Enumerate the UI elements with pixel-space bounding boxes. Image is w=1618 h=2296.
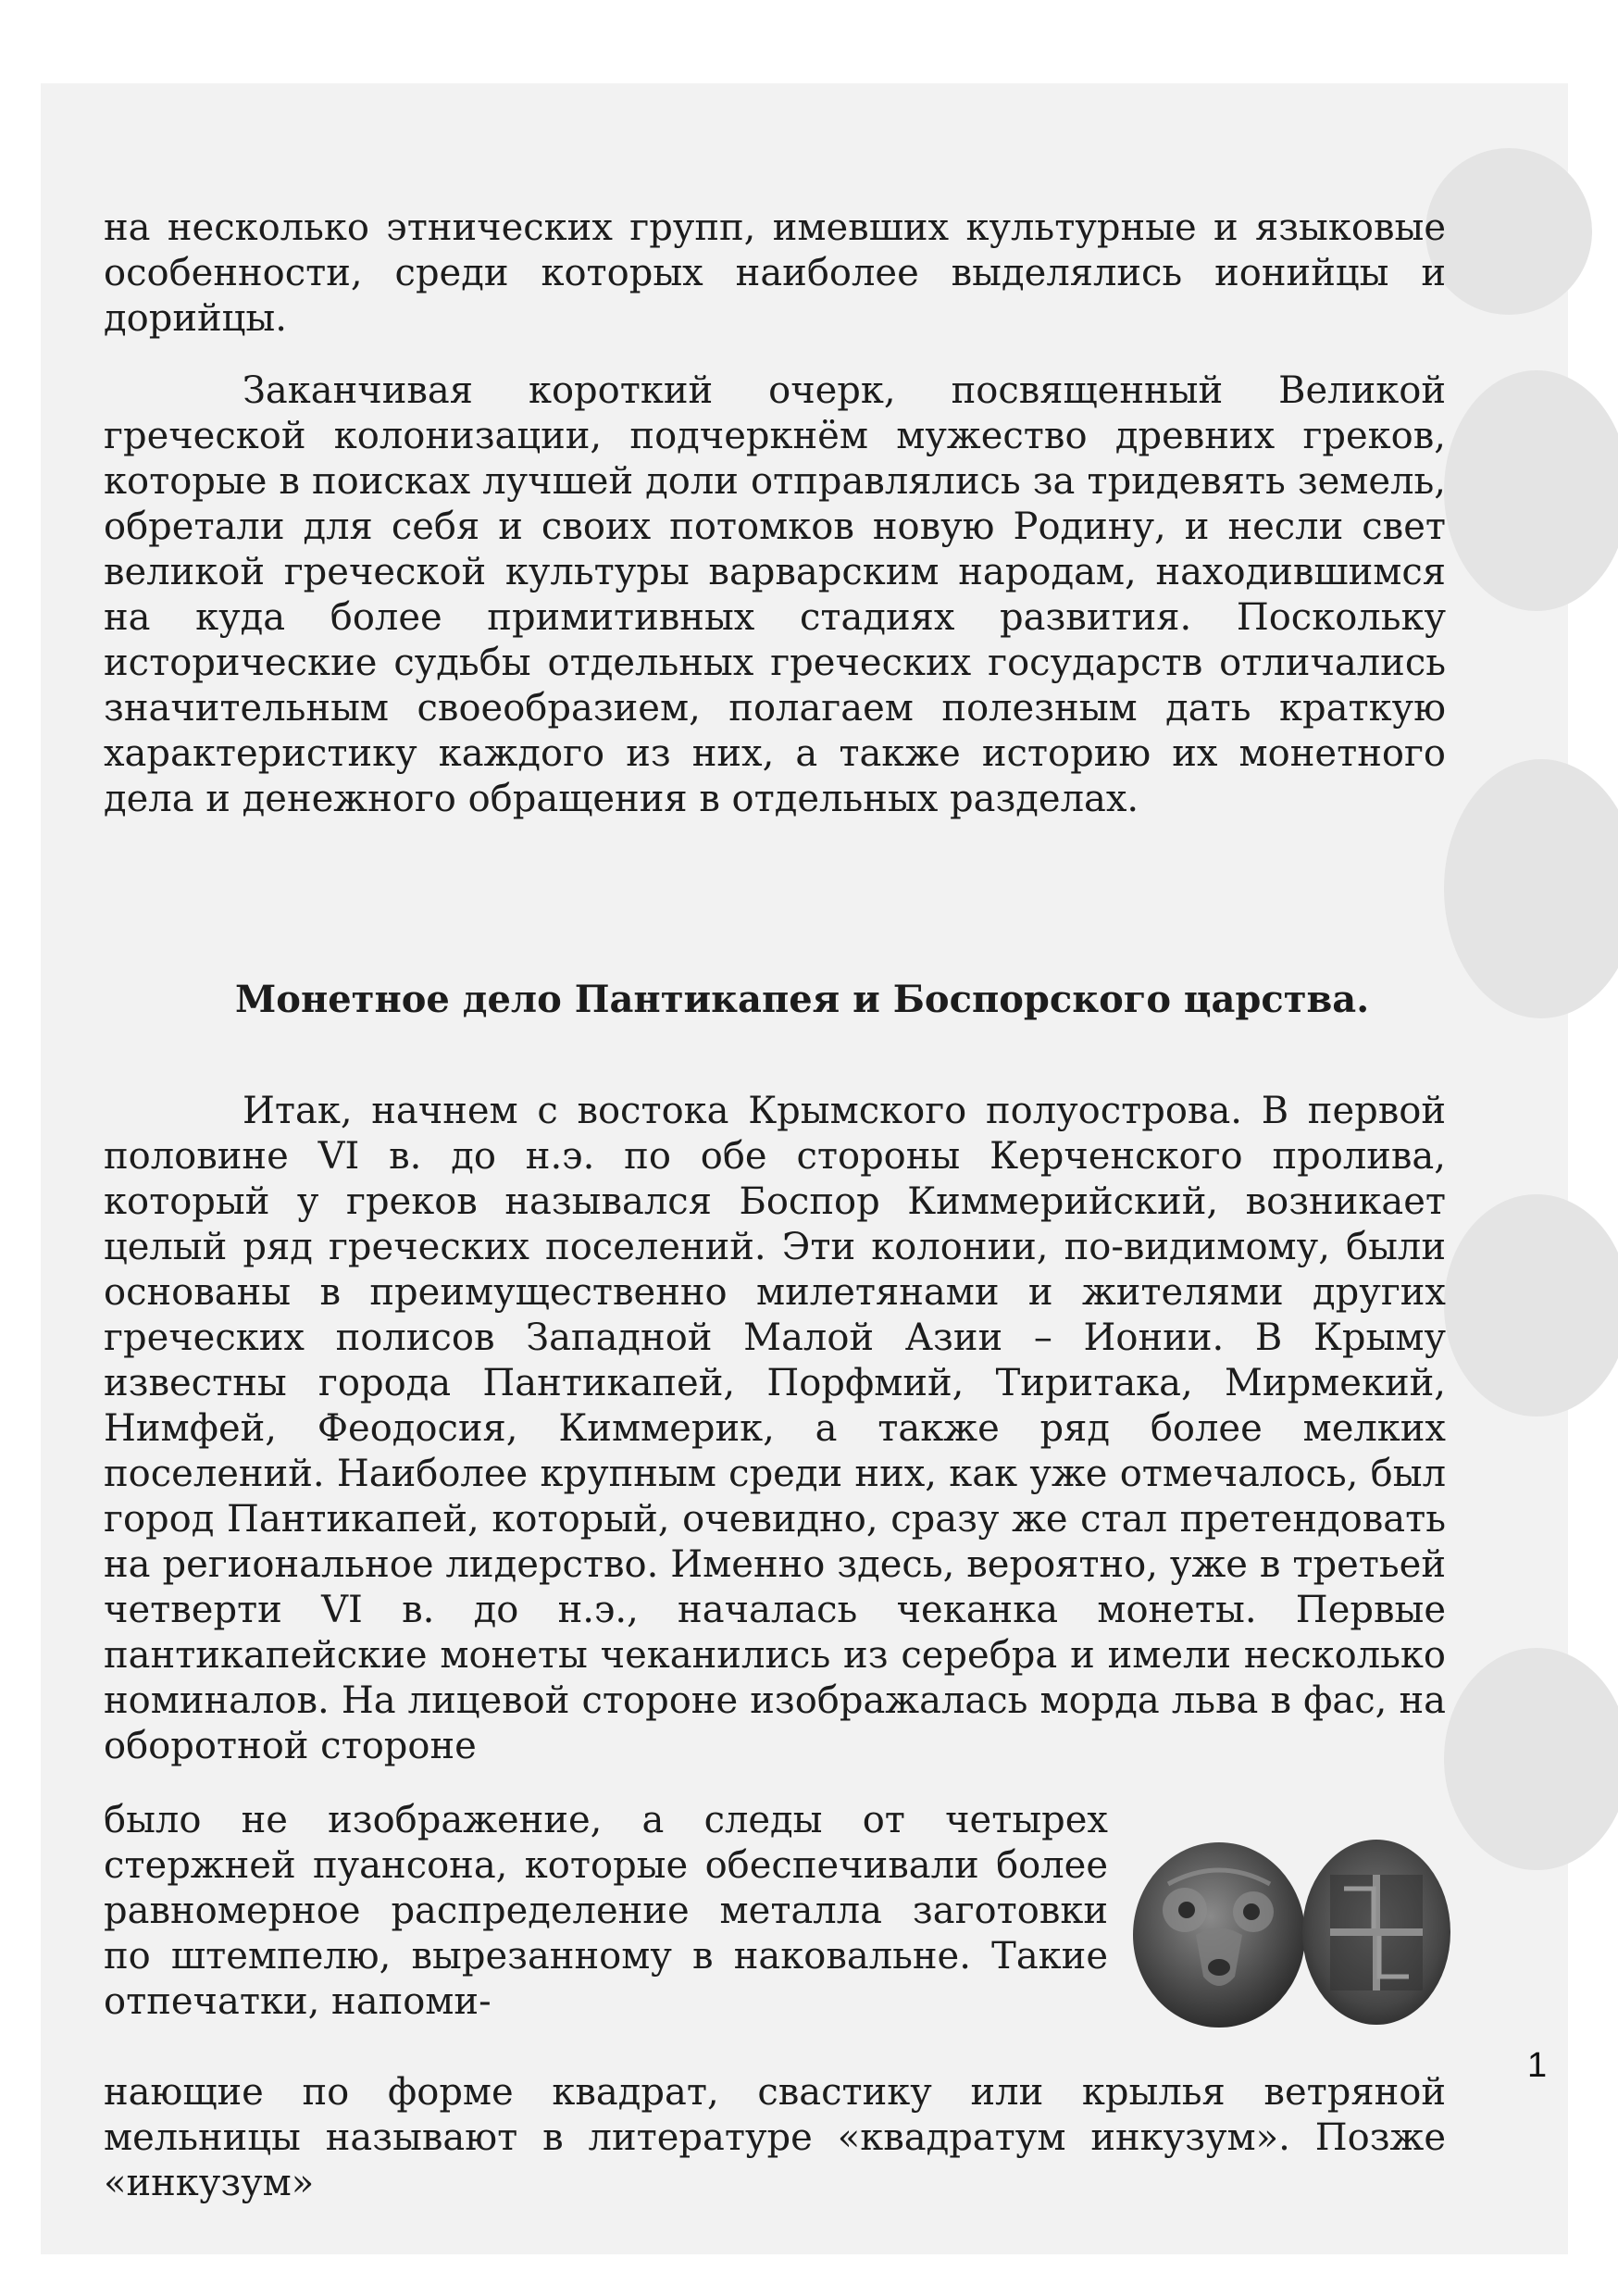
bleed-through-shadow <box>1425 148 1592 315</box>
lion-head-coin-icon <box>1133 1842 1305 2028</box>
incuse-square-coin-icon <box>1302 1840 1450 2025</box>
paragraph-crimea-colonies: Итак, начнем с востока Крымского полуострова. В первой половине VI в. до н.э. по обе стороны Керченского пролива, который у греков назывался Боспор Киммерийский, возникает целый ряд греческих поселений. Эти колонии, по-видимому, были основаны в преимущественно милетянами и жителями других греческих полисов Западной Малой Азии – Ионии. В Крыму известны города Пантикапей, Порфмий, Тиритака, Мирмекий, Нимфей, Феодосия, Киммерик, а также ряд более мелких поселений. Наиболее крупным среди них, как уже отмечалось, был город Пантикапей, который, очевидно, сразу же стал претендовать на региональное лидерство. Именно здесь, вероятно, уже в третьей четверти VI в. до н.э., началась чеканка монеты. Первые пантикапейские монеты чеканились из серебра и имели несколько номиналов. На лицевой стороне изображалась морда льва в фас, на оборотной стороне <box>104 1090 1446 1767</box>
paragraph-ethnic-groups: на несколько этнических групп, имевших культурные и языковые особенности, среди которых наиболее выделялись ионийцы и дорийцы. <box>104 206 1446 340</box>
section-heading: Монетное дело Пантикапея и Боспорского царства. <box>235 978 1370 1021</box>
figure-number: 1 <box>1527 2046 1548 2085</box>
bleed-through-shadow <box>1444 1194 1618 1416</box>
paragraph-quadratum-incusum: нающие по форме квадрат, свастику или крылья ветряной мельницы называют в литературе «квадратум инкузум». Позже «инкузум» <box>104 2071 1446 2204</box>
paragraph-punch-marks: было не изображение, а следы от четырех стержней пуансона, которые обеспечивали более равномерное распределение металла заготовки по штемпелю, вырезанному в наковальне. Такие отпечатки, напоми- <box>104 1799 1108 2023</box>
paragraph-colonization-summary: Заканчивая короткий очерк, посвященный Великой греческой колонизации, подчеркнём мужество древних греков, которые в поисках лучшей доли отправлялись за тридевять земель, обретали для себя и своих потомков новую Родину, и несли свет великой греческой культуры варварским народам, находившимся на куда более примитивных стадиях развития. Поскольку исторические судьбы отдельных греческих государств отличались значительным своеобразием, полагаем полезным дать краткую характеристику каждого из них, а также историю их монетного дела и денежного обращения в отдельных разделах. <box>104 369 1446 820</box>
bleed-through-shadow <box>1444 370 1618 611</box>
coin-figure <box>1131 1828 1455 2051</box>
bleed-through-shadow <box>1444 1648 1618 1870</box>
